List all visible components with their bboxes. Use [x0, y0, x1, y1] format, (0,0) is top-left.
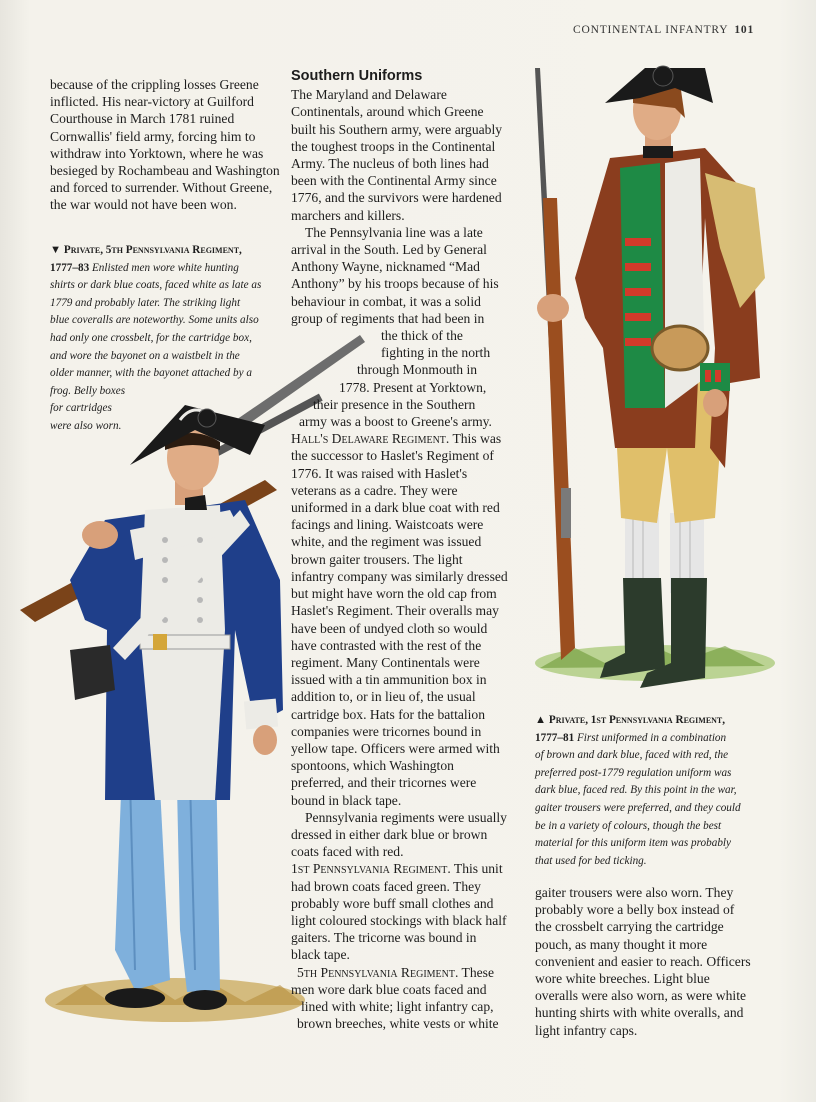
- text-line: brown gaiter trousers. The light: [291, 551, 463, 567]
- left-paragraph: because of the crippling losses Greene inflicted. His near-victory at Guilford Courthouse in March 1781 ruined Cornwallis' field army, forcing him to withdraw into Yorktown, where he was besieged by Rochambeau and Washington and forced to surrender. Without Greene, the war would not have been won.: [50, 77, 280, 213]
- text-line: gaiter trousers were also worn. They: [535, 885, 734, 900]
- text-line: the crossbelt carrying the cartridge: [535, 919, 724, 935]
- caption-left-years: 1777–83: [50, 261, 90, 274]
- text-line: The Maryland and Delaware: [291, 87, 447, 103]
- caption-left-line: had only one crossbelt, for the cartridge box,: [50, 331, 252, 344]
- caption-left-line: 1779 and probably later. The striking light: [50, 296, 241, 309]
- text-line: overalls were also worn, as were white: [535, 988, 747, 1004]
- text-line: probably wore a belly box instead of: [535, 902, 735, 918]
- caption-left-line: and wore the bayonet on a waistbelt in the: [50, 349, 240, 362]
- text-line: pouch, as many thought it more: [535, 936, 708, 952]
- text-line: Continentals, around which Greene: [291, 104, 484, 120]
- caption-left-line: were also worn.: [50, 419, 122, 432]
- text-line: behaviour in combat, it was a solid: [291, 293, 481, 309]
- text-line: light infantry caps.: [535, 1022, 638, 1038]
- caption-right-title: Private, 1st Pennsylvania Regiment,: [548, 714, 726, 726]
- text-line: lined with white; light infantry cap,: [301, 998, 494, 1014]
- text-line: facings and lining. Waistcoats were: [291, 517, 484, 533]
- caption-right-line: of brown and dark blue, faced with red, the: [535, 749, 729, 762]
- text-line: uniformed in a dark blue coat with red: [291, 500, 500, 516]
- text-line: army was a boost to Greene's army.: [299, 414, 492, 430]
- text-line: Haslet's Regiment. Their overalls may: [291, 603, 499, 619]
- text-line: spontoons, which Washington: [291, 758, 454, 774]
- running-title: CONTINENTAL INFANTRY: [573, 24, 729, 36]
- section-heading: Southern Uniforms: [291, 68, 423, 84]
- caption-left-line: Enlisted men wore white hunting: [91, 261, 239, 274]
- caption-right-line: that used for bed ticking.: [535, 854, 647, 867]
- text-line: their presence in the Southern: [313, 396, 476, 412]
- soldier-1st-pennsylvania-illustration: [525, 48, 785, 703]
- text-line: brown breeches, white vests or white: [297, 1016, 499, 1032]
- text-line: wore white breeches. Light blue: [535, 971, 710, 987]
- caption-left-line: for cartridges: [50, 402, 112, 415]
- text-line: group of regiments that had been in: [291, 310, 485, 326]
- caption-right-line: preferred post-1779 regulation uniform was: [535, 766, 732, 779]
- text-line: companies were tricornes bound in: [291, 723, 482, 739]
- text-line: convenient and easier to reach. Officers: [535, 953, 751, 969]
- regiment-label: Hall's Delaware Regiment: [291, 431, 446, 447]
- caption-right-line: dark blue, faced red. By this point in the war,: [535, 784, 737, 797]
- text-line: hunting shirts with white overalls, and: [535, 1005, 744, 1021]
- regiment-label: 5th Pennsylvania Regiment: [297, 964, 455, 980]
- running-header: [573, 24, 754, 36]
- text-line: white, and the regiment was issued: [291, 534, 482, 550]
- right-column: [535, 884, 761, 1039]
- text-line: 1776, and the survivors were hardened: [291, 190, 502, 206]
- regiment-label: 1st Pennsylvania Regiment: [291, 861, 448, 877]
- text-line: issued with a tin ammunition box in: [291, 672, 487, 688]
- text-line: veterans as a cadre. They were: [291, 482, 458, 498]
- up-triangle-icon: ▲: [535, 714, 547, 726]
- text-line: Anthony” by his troops because of his: [291, 276, 499, 292]
- caption-right-line: material for this uniform item was probably: [535, 837, 731, 850]
- text-line: yellow tape. Officers were armed with: [291, 740, 500, 756]
- text-line: . This unit: [447, 861, 503, 877]
- caption-right: [535, 712, 765, 870]
- text-line: built his Southern army, were arguably: [291, 121, 503, 137]
- caption-left-line: shirts or dark blue coats, faced white as late as: [50, 279, 262, 292]
- caption-left-line: frog. Belly boxes: [50, 384, 126, 397]
- caption-right-line: First uniformed in a combination: [576, 731, 727, 744]
- page-number: 101: [734, 24, 754, 36]
- text-line: 1778. Present at Yorktown,: [339, 379, 487, 395]
- text-line: The Pennsylvania line was a late: [305, 224, 483, 240]
- text-line: gaiters. The tricorne was bound in: [291, 930, 477, 946]
- down-triangle-icon: ▼: [50, 244, 62, 256]
- text-line: regiment. Many Continentals were: [291, 654, 480, 670]
- text-line: but might have worn the old cap from: [291, 586, 497, 602]
- text-line: . These: [455, 964, 495, 980]
- caption-right-years: 1777–81: [535, 731, 575, 744]
- text-line: fighting in the north: [381, 345, 491, 361]
- text-line: men wore dark blue coats faced and: [291, 981, 487, 997]
- caption-left-line: older manner, with the bayonet attached by a: [50, 367, 252, 380]
- text-line: bound in black tape.: [291, 792, 402, 808]
- text-line: been with the Continental Army since: [291, 173, 497, 189]
- text-line: probably wore buff small clothes and: [291, 895, 494, 911]
- text-line: have been of undyed cloth so would: [291, 620, 488, 636]
- left-column: [50, 76, 280, 214]
- text-line: . This was: [445, 431, 502, 447]
- text-line: arrival in the South. Led by General: [291, 242, 487, 258]
- text-line: the toughest troops in the Continental: [291, 138, 496, 154]
- text-line: addition to, or in lieu of, the usual: [291, 689, 476, 705]
- text-line: marchers and killers.: [291, 207, 405, 223]
- text-line: the successor to Haslet's Regiment of: [291, 448, 494, 464]
- text-line: through Monmouth in: [357, 362, 478, 378]
- text-line: infantry company was similarly dressed: [291, 568, 508, 584]
- text-line: light coloured stockings with black half: [291, 912, 507, 928]
- caption-left-line: blue coveralls are noteworthy. Some units also: [50, 314, 259, 327]
- text-line: had brown coats faced green. They: [291, 878, 481, 894]
- caption-left-title: Private, 5th Pennsylvania Regiment,: [63, 244, 242, 256]
- text-line: cartridge box. Hats for the battalion: [291, 706, 486, 722]
- middle-column: [291, 68, 517, 1032]
- text-line: 1776. It was raised with Haslet's: [291, 465, 468, 481]
- text-line: have contrasted with the rest of the: [291, 637, 482, 653]
- text-line: dressed in either dark blue or brown: [291, 826, 488, 842]
- text-line: the thick of the: [381, 328, 463, 344]
- caption-right-line: be in a variety of colours, though the best: [535, 819, 722, 832]
- text-line: Pennsylvania regiments were usually: [305, 809, 507, 825]
- text-line: preferred, and their tricornes were: [291, 775, 477, 791]
- text-line: Anthony Wayne, nicknamed “Mad: [291, 259, 480, 275]
- text-line: Army. The nucleus of both lines had: [291, 156, 489, 172]
- text-line: black tape.: [291, 947, 350, 963]
- text-line: coats faced with red.: [291, 844, 404, 860]
- caption-right-line: gaiter trousers were preferred, and they could: [535, 801, 741, 814]
